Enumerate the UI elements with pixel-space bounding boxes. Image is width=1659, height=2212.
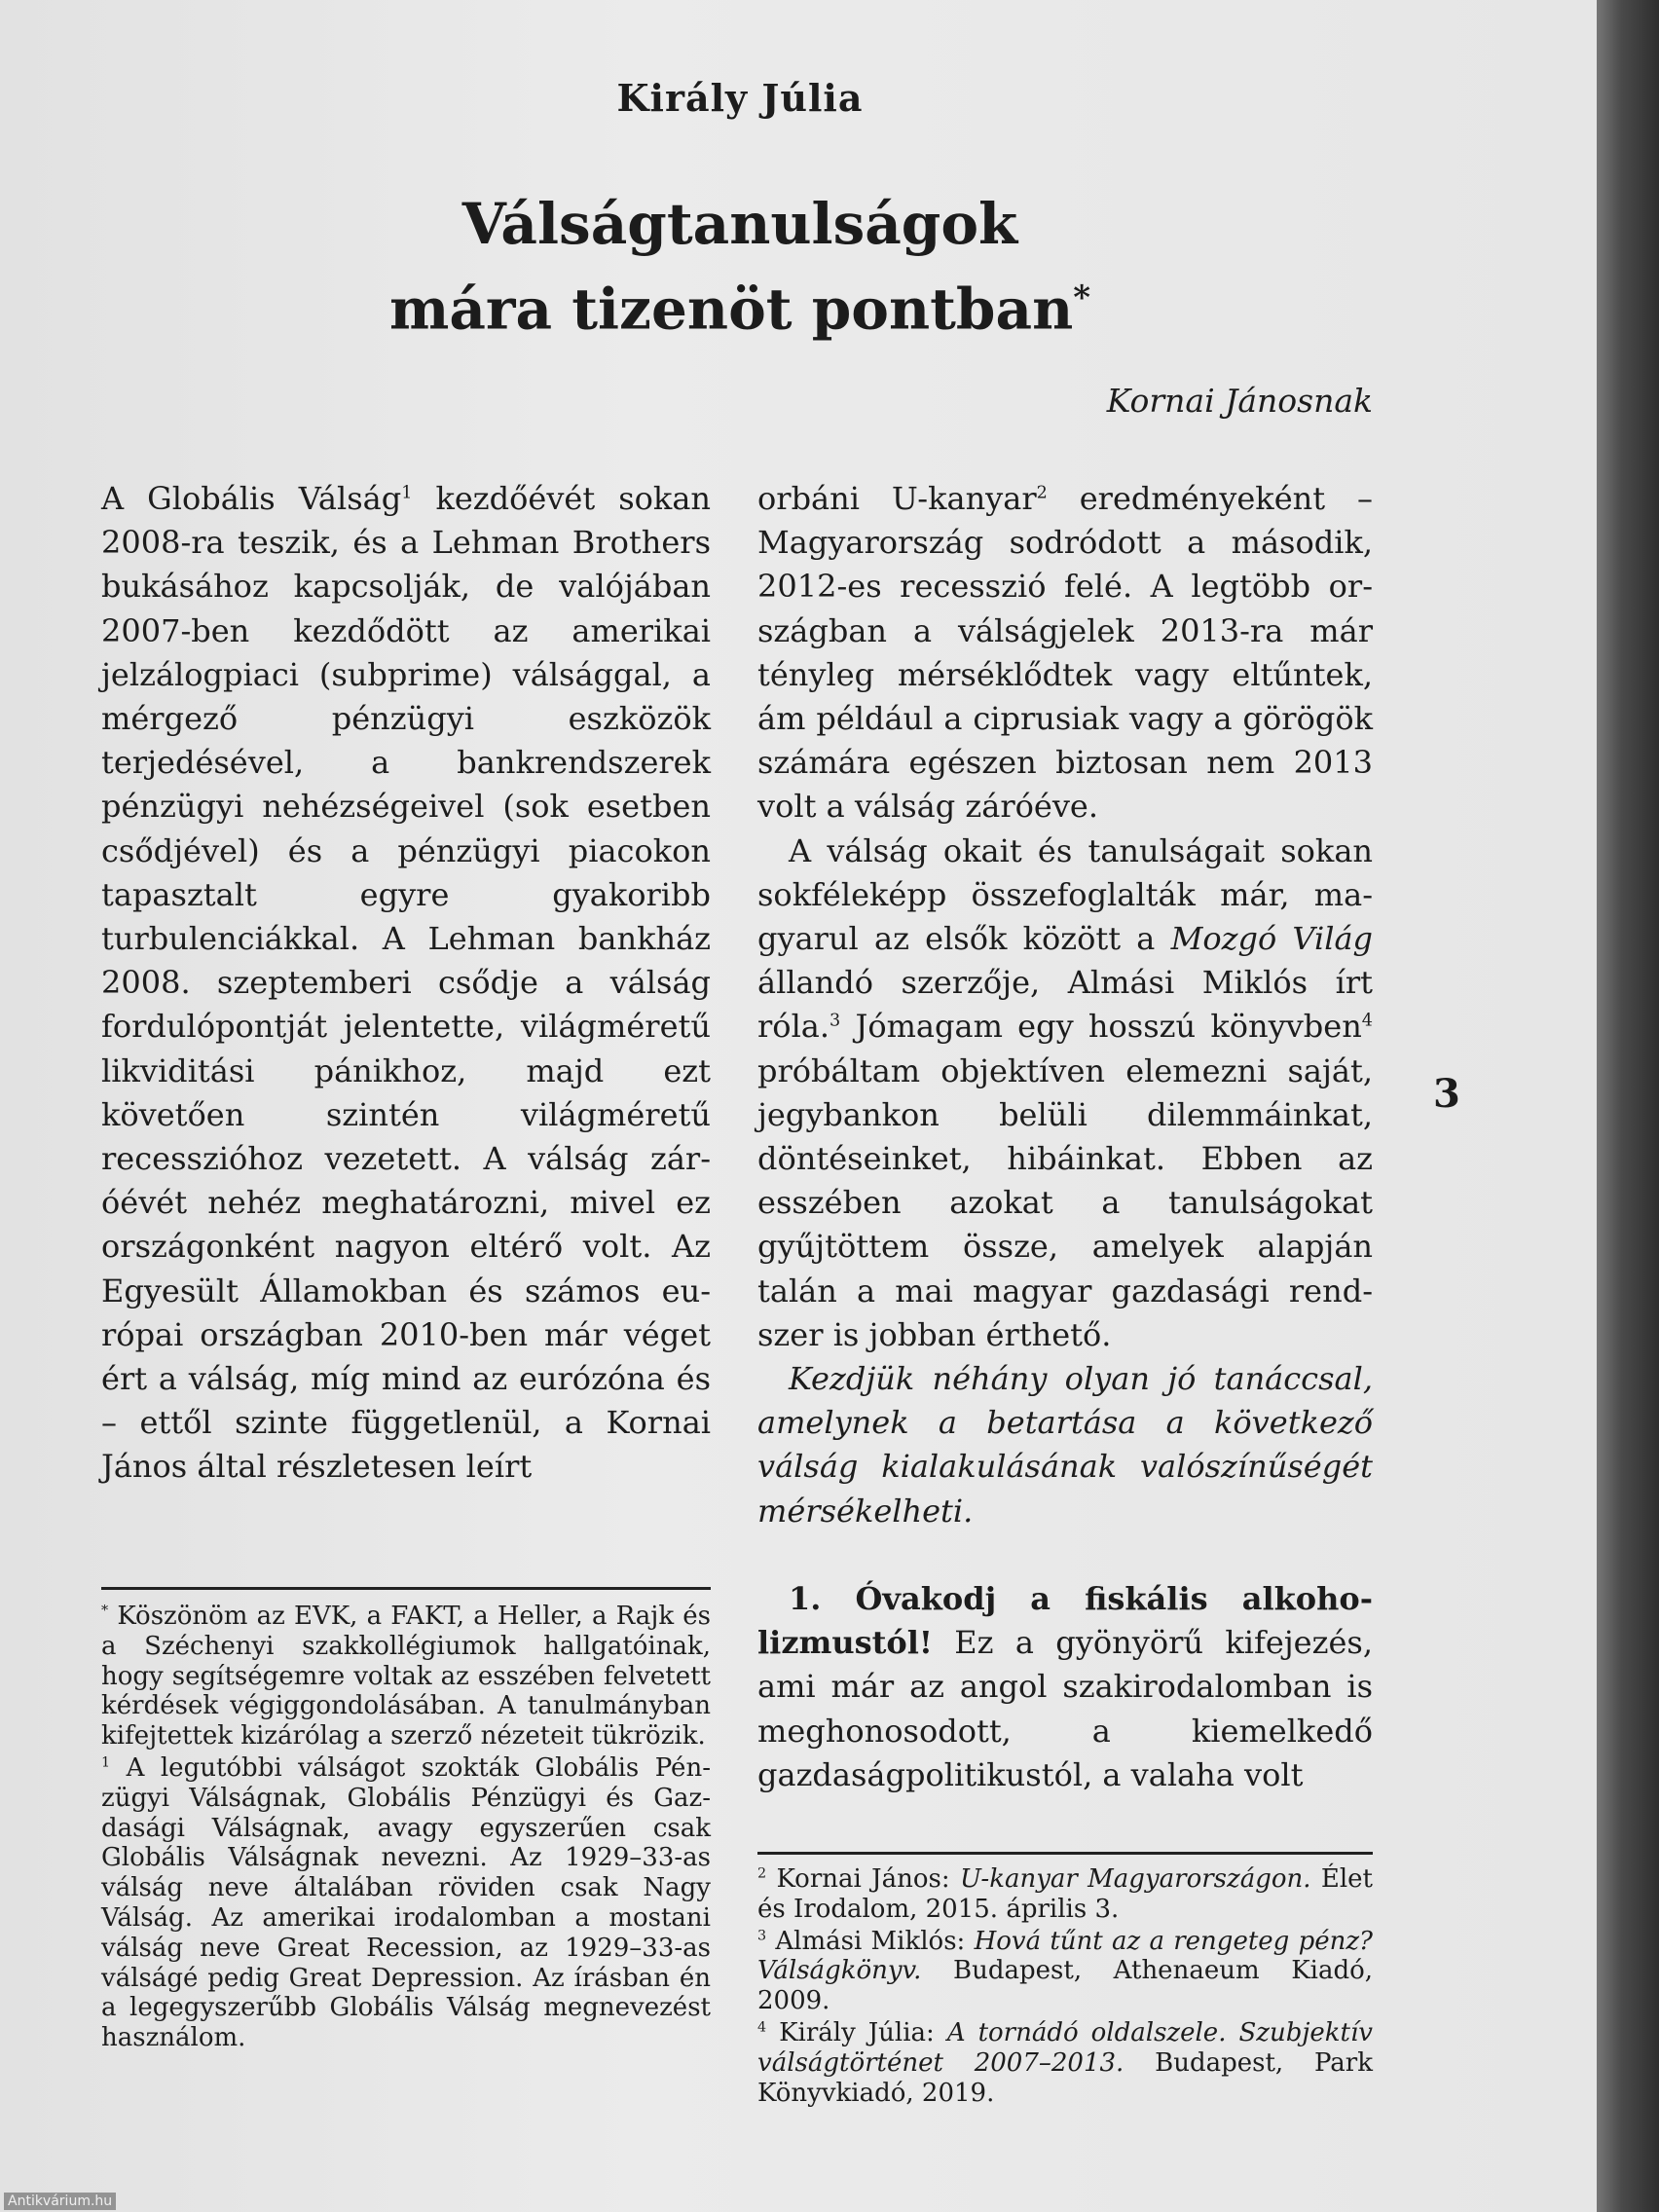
right-p2-d: próbáltam objektíven elemezni saját, jegybankon belüli dilemmáinkat, döntéseinket, hibáinkat. Ebben az esszében azokat a tanulságokat gyűjtöttem össze, amelyek alapján talán a mai magyar gazdasági rendszer is jobban érthető. <box>757 1051 1373 1353</box>
footnote-1-mark: 1 <box>101 1754 111 1771</box>
footnote-4-b: Budapest, Park Könyvkiadó, 2019. <box>757 2047 1373 2108</box>
footnote-star-text: Köszönöm az EVK, a FAKT, a Heller, a Rajk és a Széchenyi szakkollégiumok hallgatóinak, hogy segítségemre voltak az esszében felvetett kérdések végiggondolásában. A tanulmányban kifejtettek kizárólag a szerző nézeteit tükrözik. <box>101 1602 711 1751</box>
left-column <box>101 477 711 1490</box>
right-paragraph-2 <box>757 830 1373 1357</box>
title-footnote-mark: * <box>1073 278 1091 317</box>
footnote-2-mark: 2 <box>757 1865 767 1882</box>
title-line-2 <box>0 261 1480 346</box>
section-1-text: Ez a gyönyörű kifejezés, ami már az angol szakirodalomban is meghonosodott, a kiemelkedő gazdaságpolitikustól, a valaha volt <box>757 1624 1373 1793</box>
left-p1-rest: kezdőévét sokan 2008-ra teszik, és a Lehman Brothers bukásához kapcsolják, de valójában 2007-ben kezdődött az amerikai jelzálogpiaci (subprime) válsággal, a mérgező pénzügyi eszközök terjedésével, a bankrendszerek pénzügyi nehézségeivel (sok esetben csődjével) és a pénzügyi piacokon tapasztalt egyre gyakoribb turbulenciákkal. A Lehman bankház 2008. szeptemberi csődje a válság fordulópontját jelentette, világméretű likviditási pánikhoz, majd ezt követően szintén világméretű recesszióhoz vezetett. A válság záróévét nehéz meghatározni, mivel ez országonként nagyon eltérő volt. Az Egyesült Államokban és számos európai országban 2010-ben már véget ért a válság, míg mind az eurózóna és – ettől szinte függetlenül, a Kornai János által részletesen leírt <box>101 480 711 1486</box>
footnote-2-title: U-kanyar Magyarországon. <box>959 1864 1311 1894</box>
section-1 <box>757 1577 1373 1797</box>
right-column <box>757 477 1373 1533</box>
right-p2-b: állandó szerzője, Almási Miklós írt róla. <box>757 964 1373 1046</box>
footnote-3 <box>757 1927 1373 2016</box>
footnote-star-mark: * <box>101 1603 109 1619</box>
section-1-heading: 1. Óvakodj a fiskális alkoholizmustól! <box>757 1580 1373 1662</box>
footnote-star <box>101 1602 711 1751</box>
footnote-3-b: Budapest, Athenaeum Kiadó, 2009. <box>757 1956 1373 2016</box>
footnote-1-text: A legutóbbi válságot szokták Globális Pénzügyi Válságnak, Globális Pénzügyi és Gazdasági Válságnak, avagy egyszerűen csak Globális Válságnak nevezni. Az 1929–33-as válság neve általában röviden csak Nagy Válság. Az amerikai irodalomban a mostani válság neve Great Recession, az 1929–33-as válságé pedig Great Depression. Az írásban én a legegyszerűbb Globális Válság megnevezést használom. <box>101 1752 711 2053</box>
right-p1-start: orbáni U-kanyar <box>757 480 1037 517</box>
right-p2-a: A válság okait és tanulságait sokan sokféleképp összefoglalták már, magyarul az elsők között a <box>757 831 1373 958</box>
footnote-4 <box>757 2018 1373 2108</box>
footnote-ref-3: 3 <box>830 1011 841 1031</box>
footnote-4-a: Király Júlia: <box>766 2017 947 2047</box>
footnote-ref-1: 1 <box>401 483 413 503</box>
page-edge-shadow <box>1597 0 1659 2212</box>
article-title <box>0 187 1480 346</box>
right-p1-rest: eredményeként – Magyarország sodródott a második, 2012-es recesszió felé. A legtöbb országban a válságjelek 2013-ra már tényleg mérséklődtek vagy eltűntek, ám például a ciprusiak vagy a görögök számára egészen biztosan nem 2013 volt a válság záróéve. <box>757 480 1373 826</box>
footnotes-left <box>101 1602 711 2055</box>
footnote-3-a: Almási Miklós: <box>766 1926 975 1956</box>
dedication: Kornai Jánosnak <box>1106 382 1373 420</box>
footnote-2 <box>757 1864 1373 1925</box>
footnote-ref-2: 2 <box>1036 483 1048 503</box>
journal-name: Mozgó Világ <box>1170 920 1374 958</box>
right-paragraph-1 <box>757 477 1373 830</box>
footnote-2-b: Élet és Irodalom, 2015. április 3. <box>757 1864 1373 1924</box>
author-name: Király Júlia <box>616 76 864 120</box>
right-p2-c: Jómagam egy hosszú könyvben <box>840 1008 1362 1046</box>
right-paragraph-3: Kezdjük néhány olyan jó tanáccsal, amelynek a betartása a következő válság kialakulásának valószínűségét mérsékelheti. <box>757 1360 1373 1530</box>
watermark: Antikvárium.hu <box>4 2193 116 2210</box>
footnote-ref-4: 4 <box>1361 1011 1373 1031</box>
title-line-2-text: mára tizenöt pontban <box>388 276 1074 343</box>
footnote-divider-right <box>757 1852 1373 1855</box>
footnotes-right <box>757 1864 1373 2110</box>
footnote-4-mark: 4 <box>757 2019 767 2036</box>
footnote-3-mark: 3 <box>757 1927 767 1943</box>
footnote-divider-left <box>101 1587 711 1590</box>
left-paragraph-1 <box>101 477 711 1490</box>
footnote-2-a: Kornai János: <box>766 1864 960 1894</box>
page-number: 3 <box>1433 1071 1460 1117</box>
footnote-3-title: Hová tűnt az a rengeteg pénz? Válságkönyv. <box>757 1926 1373 1986</box>
left-p1-start: A Globális Válság <box>101 480 402 517</box>
title-line-1: Válságtanulságok <box>461 191 1018 257</box>
section-1-paragraph <box>757 1577 1373 1797</box>
footnote-1 <box>101 1753 711 2053</box>
footnote-4-title: A tornádó oldalszele. Szubjektív válságtörténet 2007–2013. <box>757 2017 1373 2078</box>
